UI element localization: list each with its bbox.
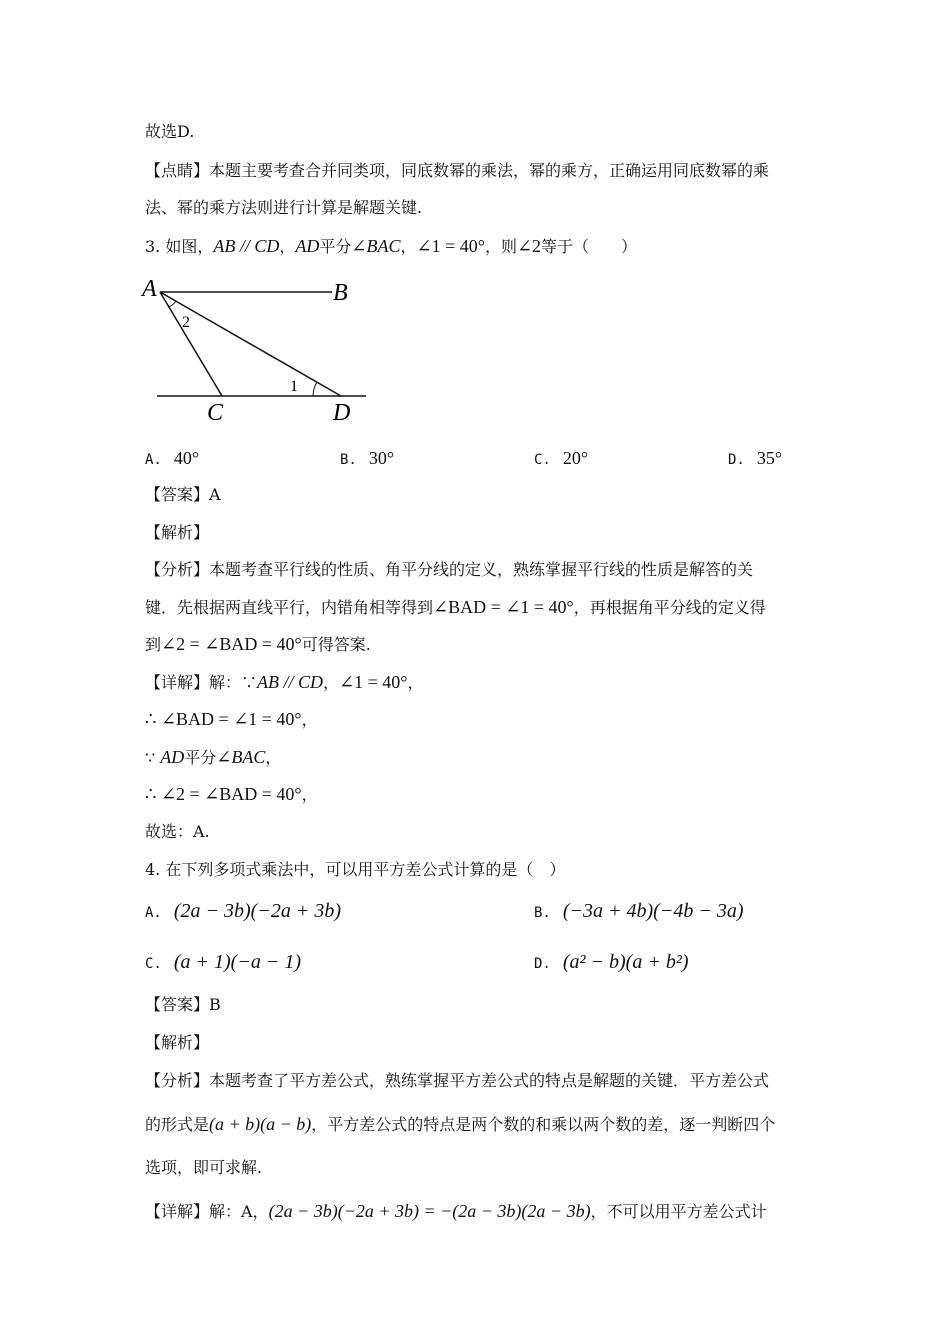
- comment-line-1: [145, 160, 769, 182]
- q3-bisects: 平分: [319, 237, 352, 256]
- q3-analysis-text-3a: 到: [145, 635, 162, 654]
- label-a: A: [142, 276, 157, 302]
- q3-analysis-text-1: 本题考查平行线的性质、角平分线的定义，熟练掌握平行线的性质是解答的关: [209, 560, 754, 579]
- q3-option-b-value: 30°: [368, 448, 395, 468]
- q3-analysis-line-1: [145, 559, 753, 581]
- angle-2-arc: [169, 301, 176, 307]
- q3-detail-sep: ，: [323, 673, 340, 692]
- q3-option-b[interactable]: [340, 446, 394, 472]
- q3-option-d[interactable]: [728, 446, 782, 472]
- q3-answer: 【答案】A: [145, 485, 221, 504]
- q4-detail-line: [145, 1200, 767, 1223]
- q3-option-c-label: C.: [534, 452, 551, 468]
- q3-sep1: ，: [279, 237, 296, 256]
- label-d: D: [333, 400, 351, 426]
- q3-analysis-text-2b: ，再根据角平分线的定义得: [573, 598, 766, 617]
- angle-1-arc: [313, 382, 317, 396]
- q3-detail-angle1: ∠1 = 40°: [339, 672, 408, 692]
- q3-ab-parallel-cd: AB // CD: [213, 236, 280, 256]
- q3-stem: [145, 235, 637, 258]
- q4-number: 4.: [145, 860, 161, 879]
- q4-analysis-line-2: [145, 1113, 775, 1136]
- q4-analysis-text-1: 本题考查了平方差公式，熟练掌握平方差公式的特点是解题的关键．平方差公式: [209, 1071, 770, 1090]
- q3-step-2-bac: ∠BAC: [216, 747, 266, 767]
- q3-detail-ab-cd: AB // CD: [257, 672, 324, 692]
- q3-analysis-tag: 【分析】: [145, 560, 210, 579]
- q4-answer: 【答案】B: [145, 995, 221, 1014]
- segment-ad: [160, 292, 341, 396]
- q3-detail-line: [145, 671, 424, 694]
- comment-text-1: 本题主要考查合并同类项，同底数幂的乘法，幂的乘方，正确运用同底数幂的乘: [209, 161, 770, 180]
- q4-detail-math: (2a − 3b)(−2a + 3b) = −(2a − 3b)(2a − 3b): [268, 1201, 591, 1221]
- q3-sep2: ，: [400, 237, 417, 256]
- q4-analysis-math-2: (a + b)(a − b): [209, 1114, 312, 1134]
- q3-figure: [140, 272, 380, 427]
- q3-step-2-ad: AD: [160, 747, 185, 767]
- q4-option-d[interactable]: [534, 950, 688, 976]
- q3-step-2-end: ，: [265, 748, 282, 767]
- q4-option-a[interactable]: [145, 899, 341, 925]
- q3-detail-jie: 解：∵: [209, 673, 258, 692]
- q3-step-3-math: ∴ ∠2 = ∠BAD = 40°: [145, 784, 302, 804]
- q3-analysis-line-2: [145, 596, 766, 619]
- q3-step-3: [145, 783, 318, 806]
- q3-prefix: 如图，: [165, 237, 214, 256]
- q3-ad: AD: [295, 236, 320, 256]
- q3-option-a-label: A.: [145, 452, 162, 468]
- q3-step-2-bisects: 平分: [184, 748, 217, 767]
- q4-option-b[interactable]: [534, 899, 743, 925]
- q3-angle1: ∠1 = 40°: [416, 236, 485, 256]
- q4-text: 在下列多项式乘法中，可以用平方差公式计算的是（ ）: [165, 860, 566, 879]
- q3-analysis-line-3: [145, 633, 371, 656]
- q4-detail-a: 解：A，: [209, 1202, 269, 1221]
- q4-option-d-value: (a² − b)(a + b²): [562, 951, 689, 973]
- q3-angle2: ∠2: [516, 236, 542, 256]
- q3-step-1: [145, 708, 318, 731]
- q4-stem: [145, 859, 565, 881]
- q3-option-a[interactable]: [145, 446, 199, 472]
- q4-detail-tag: 【详解】: [145, 1202, 210, 1221]
- q3-option-d-value: 35°: [756, 448, 783, 468]
- q3-option-c-value: 20°: [562, 448, 589, 468]
- q4-option-b-value: (−3a + 4b)(−4b − 3a): [562, 900, 744, 922]
- q4-analysis-tag: 【分析】: [145, 1071, 210, 1090]
- q4-detail-end: ，不可以用平方差公式计: [590, 1202, 767, 1221]
- q4-option-c-value: (a + 1)(−a − 1): [173, 951, 301, 973]
- q4-option-d-label: D.: [534, 956, 551, 972]
- q3-step-1-end: ，: [301, 710, 318, 729]
- q3-step-2: [145, 746, 281, 769]
- q3-analysis-text-3b: 可得答案.: [301, 635, 371, 654]
- q4-option-a-value: (2a − 3b)(−2a + 3b): [173, 900, 341, 922]
- q3-option-c[interactable]: [534, 446, 588, 472]
- choose-d-line: 故选D.: [145, 122, 195, 141]
- label-angle-2: 2: [182, 314, 190, 331]
- q4-option-c-label: C.: [145, 956, 162, 972]
- label-angle-1: 1: [290, 378, 298, 395]
- q4-option-a-label: A.: [145, 905, 162, 921]
- q3-number: 3.: [145, 237, 161, 256]
- q3-equals: 等于（ ）: [541, 237, 638, 256]
- q4-option-c[interactable]: [145, 950, 301, 976]
- q3-choose: 故选：A.: [145, 822, 210, 841]
- q3-analysis-math-2: ∠BAD = ∠1 = 40°: [433, 597, 574, 617]
- q3-option-a-value: 40°: [173, 448, 200, 468]
- q3-step-1-math: ∴ ∠BAD = ∠1 = 40°: [145, 709, 302, 729]
- q4-analysis-line-3: 选项，即可求解.: [145, 1158, 263, 1177]
- q3-then: ，则: [484, 237, 517, 256]
- q3-option-d-label: D.: [728, 452, 745, 468]
- comment-tag: 【点睛】: [145, 161, 210, 180]
- q3-detail-end: ，: [407, 673, 424, 692]
- q3-analysis-title: 【解析】: [145, 523, 210, 542]
- label-b: B: [333, 280, 348, 306]
- q3-detail-tag: 【详解】: [145, 673, 210, 692]
- segment-ac: [160, 292, 222, 396]
- q4-option-b-label: B.: [534, 905, 551, 921]
- q4-analysis-text-2a: 的形式是: [145, 1115, 210, 1134]
- q3-analysis-text-2a: 键．先根据两直线平行，内错角相等得到: [145, 598, 434, 617]
- q3-step-3-end: ，: [301, 785, 318, 804]
- q3-step-2-because: ∵: [145, 748, 156, 767]
- q4-analysis-line-1: [145, 1070, 769, 1092]
- q3-option-b-label: B.: [340, 452, 357, 468]
- comment-line-2: 法、幂的乘方法则进行计算是解题关键.: [145, 198, 423, 217]
- label-c: C: [207, 400, 224, 426]
- q3-bac: ∠BAC: [351, 236, 401, 256]
- q4-analysis-title: 【解析】: [145, 1033, 210, 1052]
- q4-analysis-text-2b: ，平方差公式的特点是两个数的和乘以两个数的差，逐一判断四个: [311, 1115, 776, 1134]
- q3-analysis-math-3: ∠2 = ∠BAD = 40°: [161, 634, 302, 654]
